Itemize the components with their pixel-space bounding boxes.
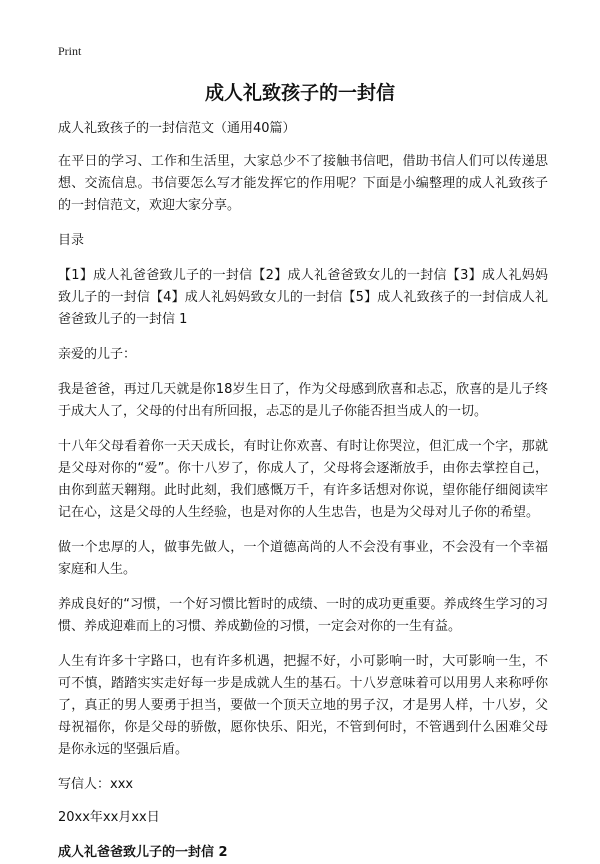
body-paragraph: 养成良好的“习惯，一个好习惯比暂时的成绩、一时的成功更重要。养成终生学习的习惯、养成迎难而上的习惯、养成勤俭的习惯，一定会对你的一生有益。: [58, 597, 548, 634]
next-section-heading: 成人礼爸爸致儿子的一封信 2: [58, 845, 228, 860]
body-paragraph: 做一个忠厚的人，做事先做人，一个道德高尚的人不会没有事业，不会没有一个幸福家庭和人生。: [58, 540, 548, 577]
letter-date: 20xx年xx月xx日: [58, 810, 160, 825]
document-body: [58, 118, 548, 864]
salutation: 亲爱的儿子：: [58, 347, 137, 362]
toc-label: 目录: [58, 233, 85, 248]
document-title: 成人礼致孩子的一封信: [204, 82, 395, 104]
document-subtitle: 成人礼致孩子的一封信范文（通用40篇）: [58, 121, 296, 136]
print-link[interactable]: Print: [58, 44, 82, 58]
body-paragraph: 我是爸爸，再过几天就是你18岁生日了，作为父母感到欣喜和忐忑，欣喜的是儿子终于成大人了，父母的付出有所回报，忐忑的是儿子你能否担当成人的一切。: [58, 382, 548, 419]
body-paragraph: 人生有许多十字路口，也有许多机遇，把握不好，小可影响一时，大可影响一生，不可不慎，踏踏实实走好每一步是成就人生的基石。十八岁意味着可以用男人来称呼你了，真正的男人要勇于担当，要做一个顶天立地的男子汉，才是男人样，十八岁，父母祝福你，你是父母的骄傲，愿你快乐、阳光，不管到何时，不管遇到什么困难父母是你永远的坚强后盾。: [58, 654, 548, 757]
body-paragraph: 十八年父母看着你一天天成长，有时让你欢喜、有时让你哭泣，但汇成一个字，那就是父母对你的“爱”。你十八岁了，你成人了，父母将会逐渐放手，由你去掌控自己，由你到蓝天翱翔。此时此刻，我们感慨万千，有许多话想对你说，望你能仔细阅读牢记在心，这是父母的人生经验，也是对你的人生忠告，也是为父母对儿子你的希望。: [58, 439, 548, 520]
toc-links[interactable]: 【1】成人礼爸爸致儿子的一封信【2】成人礼爸爸致女儿的一封信【3】成人礼妈妈致儿子的一封信【4】成人礼妈妈致女儿的一封信【5】成人礼致孩子的一封信成人礼爸爸致儿子的一封信 1: [58, 268, 548, 327]
intro-paragraph: 在平日的学习、工作和生活里，大家总少不了接触书信吧，借助书信人们可以传递思想、交流信息。书信要怎么写才能发挥它的作用呢？下面是小编整理的成人礼致孩子的一封信范文，欢迎大家分享。: [58, 154, 548, 213]
signature: 写信人：xxx: [58, 777, 134, 792]
